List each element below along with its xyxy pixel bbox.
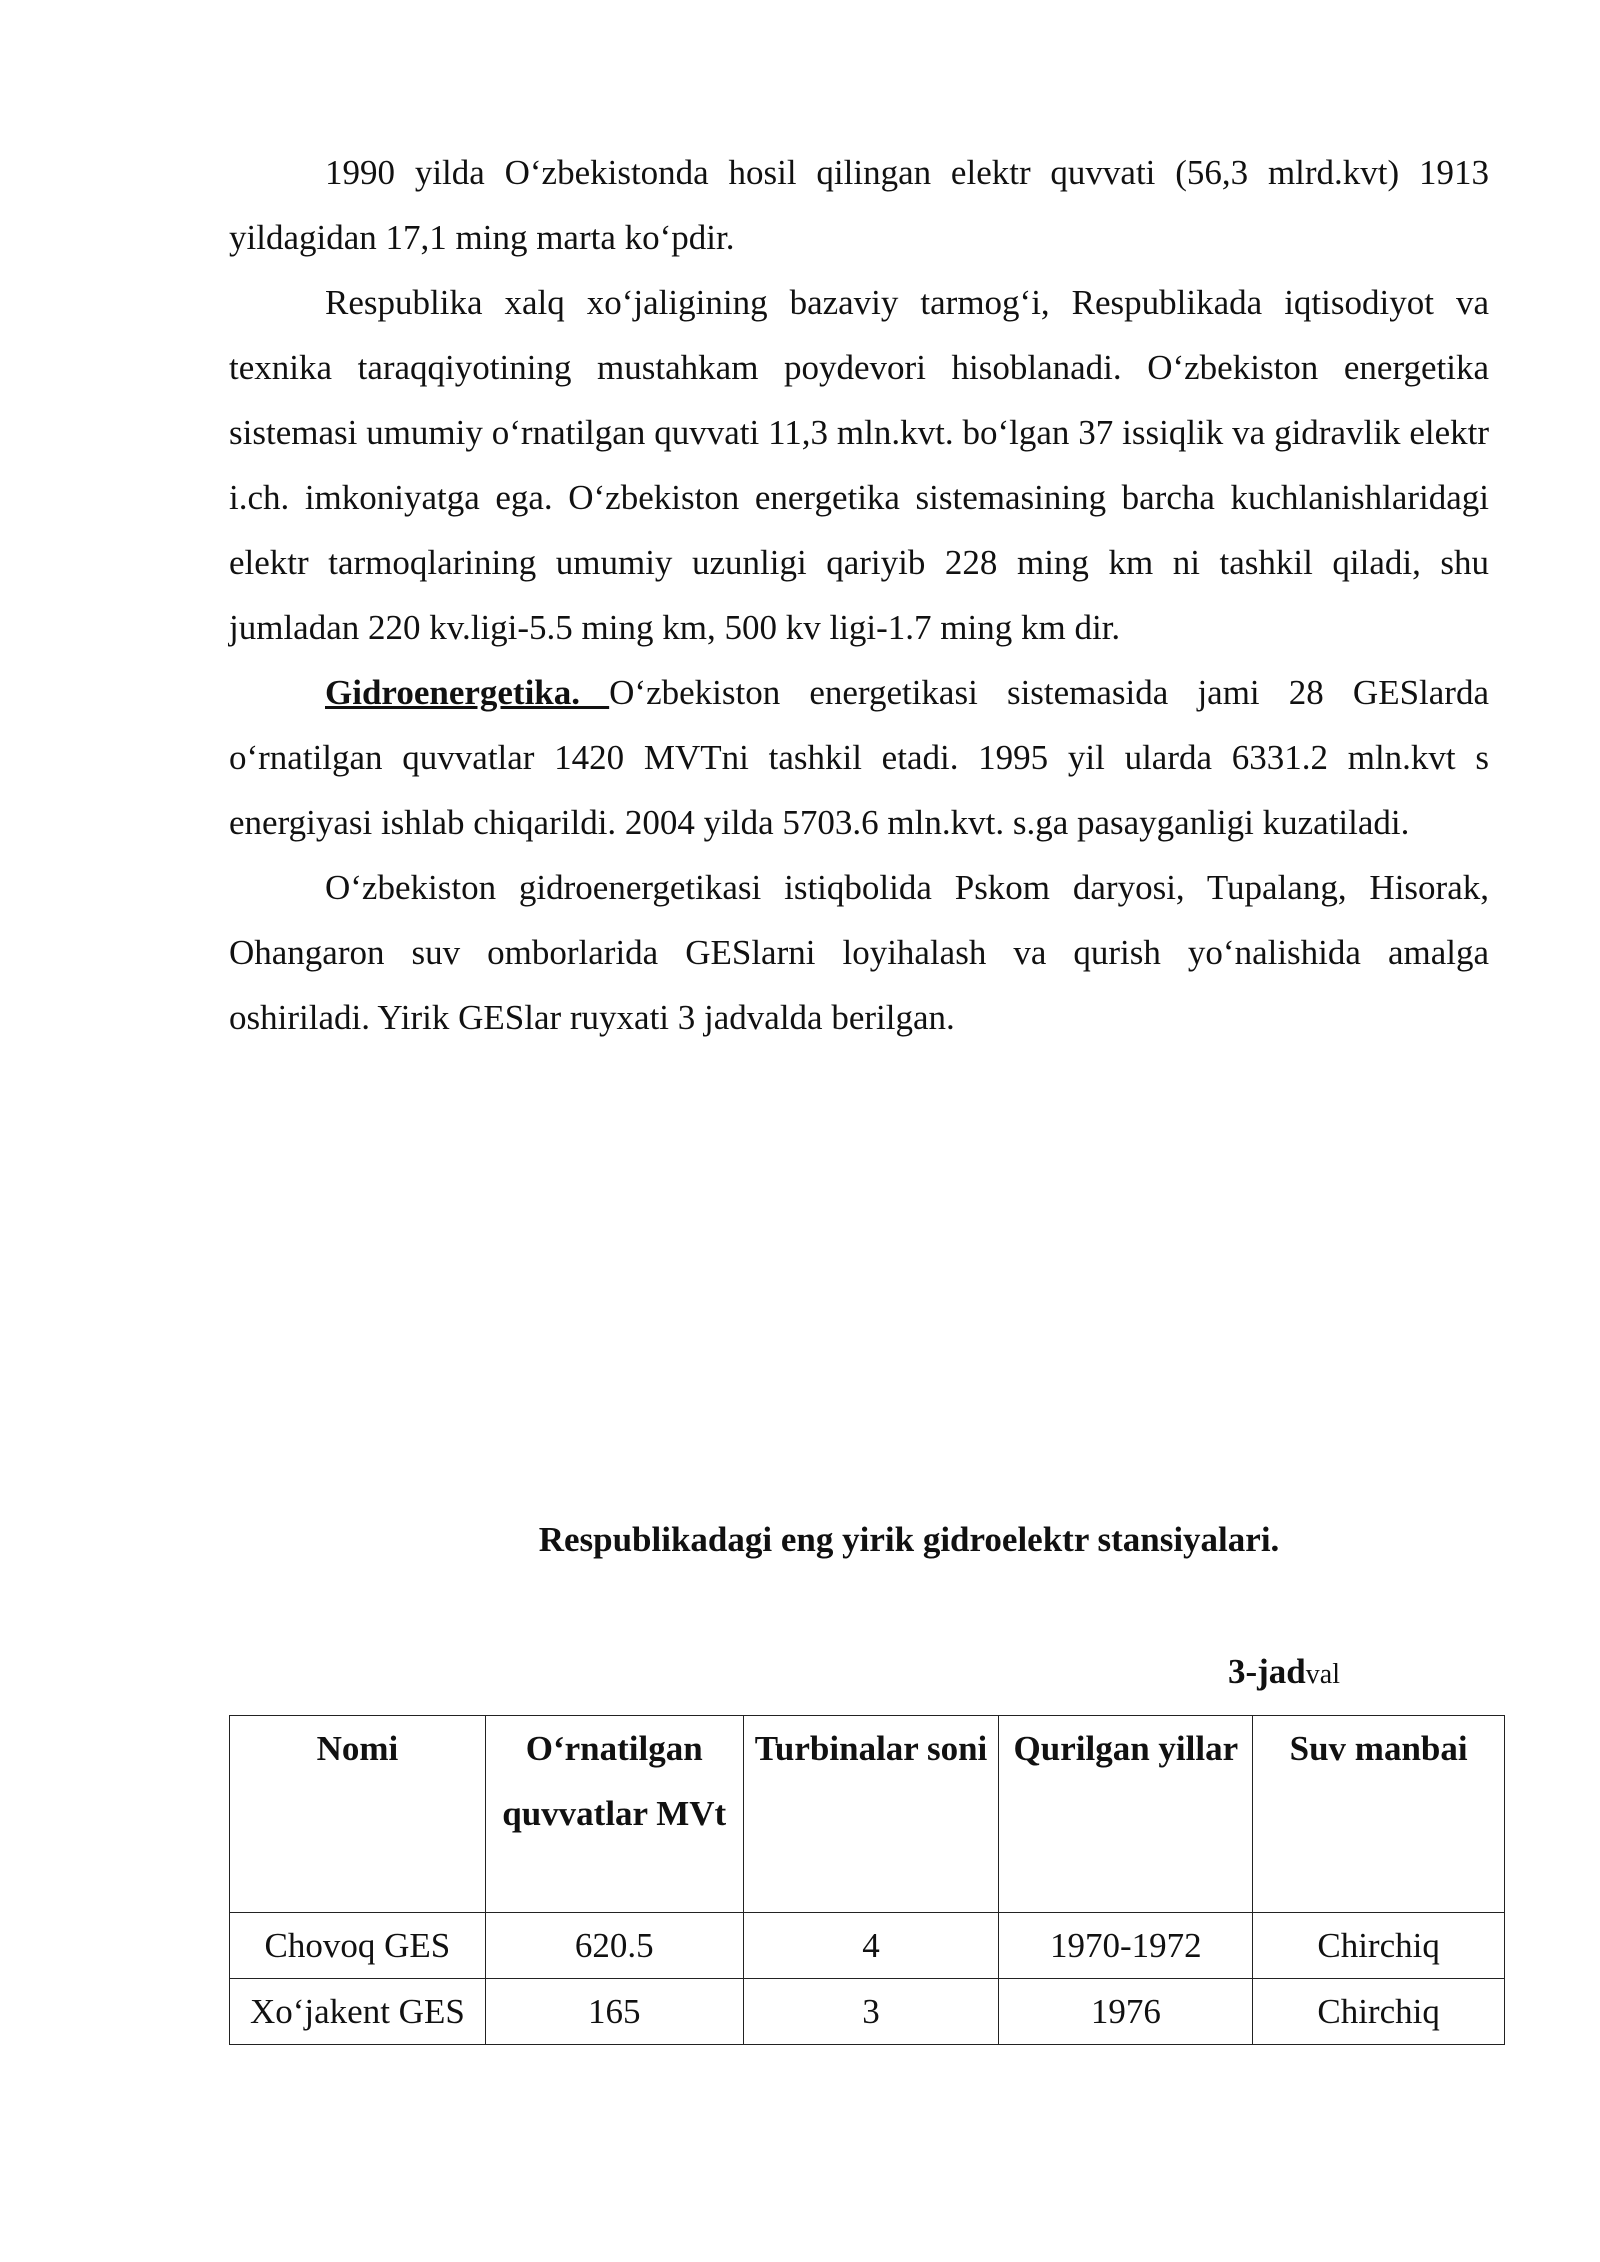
- header-turbines: Turbinalar soni: [743, 1716, 999, 1913]
- body-text: [229, 140, 1489, 1050]
- cell-name: Chovoq GES: [230, 1913, 486, 1979]
- cell-water-source: Chirchiq: [1253, 1913, 1505, 1979]
- section-heading-gidroenergetika: Gidroenergetika.: [325, 673, 610, 712]
- paragraph-2: Respublika xalq xo‘jaligining bazaviy tarmog‘i, Respublikada iqtisodiyot va texnika taraqqiyotining mustahkam poydevori hisoblanadi. O‘zbekiston energetika sistemasi umumiy o‘rnatilgan quvvati 11,3 mln.kvt. bo‘lgan 37 issiqlik va gidravlik elektr i.ch. imkoniyatga ega. O‘zbekiston energetika sistemasining barcha kuchlanishlaridagi elektr tarmoqlarining umumiy uzunligi qariyib 228 ming km ni tashkil qiladi, shu jumladan 220 kv.ligi-5.5 ming km, 500 kv ligi-1.7 ming km dir.: [229, 283, 1489, 647]
- header-water-source: Suv manbai: [1253, 1716, 1505, 1913]
- table-row: [230, 1979, 1505, 2045]
- table-row: [230, 1913, 1505, 1979]
- cell-years: 1970-1972: [999, 1913, 1253, 1979]
- paragraph-1: 1990 yilda O‘zbekistonda hosil qilingan elektr quvvati (56,3 mlrd.kvt) 1913 yildagidan 17,1 ming marta ko‘pdir.: [229, 153, 1489, 257]
- cell-turbines: 4: [743, 1913, 999, 1979]
- cell-water-source: Chirchiq: [1253, 1979, 1505, 2045]
- hydro-stations-table: [229, 1715, 1505, 2045]
- header-years: Qurilgan yillar: [999, 1716, 1253, 1913]
- paragraph-3: [229, 660, 1489, 855]
- cell-capacity: 165: [485, 1979, 743, 2045]
- paragraph-3-text: O‘zbekiston energetikasi sistemasida jami 28 GESlarda o‘rnatilgan quvvatlar 1420 MVTni tashkil etadi. 1995 yil ularda 6331.2 mln.kvt s energiyasi ishlab chiqarildi. 2004 yilda 5703.6 mln.kvt. s.ga pasayganligi kuzatiladi.: [229, 673, 1489, 842]
- header-name: Nomi: [230, 1716, 486, 1913]
- table-title: Respublikadagi eng yirik gidroelektr stansiyalari.: [538, 1520, 1280, 1559]
- cell-capacity: 620.5: [485, 1913, 743, 1979]
- cell-years: 1976: [999, 1979, 1253, 2045]
- paragraph-4: O‘zbekiston gidroenergetikasi istiqbolida Pskom daryosi, Tupalang, Hisorak, Ohangaron suv omborlarida GESlarni loyihalash va qurish yo‘nalishida amalga oshiriladi. Yirik GESlar ruyxati 3 jadvalda berilgan.: [229, 868, 1489, 1037]
- cell-turbines: 3: [743, 1979, 999, 2045]
- table-label-small: val: [1305, 1659, 1340, 1690]
- table-label-bold: 3-jad: [1228, 1652, 1306, 1691]
- table-header-row: [230, 1716, 1505, 1913]
- header-capacity: O‘rnatilgan quvvatlar MVt: [485, 1716, 743, 1913]
- cell-name: Xo‘jakent GES: [230, 1979, 486, 2045]
- table-label: [1228, 1647, 1428, 1700]
